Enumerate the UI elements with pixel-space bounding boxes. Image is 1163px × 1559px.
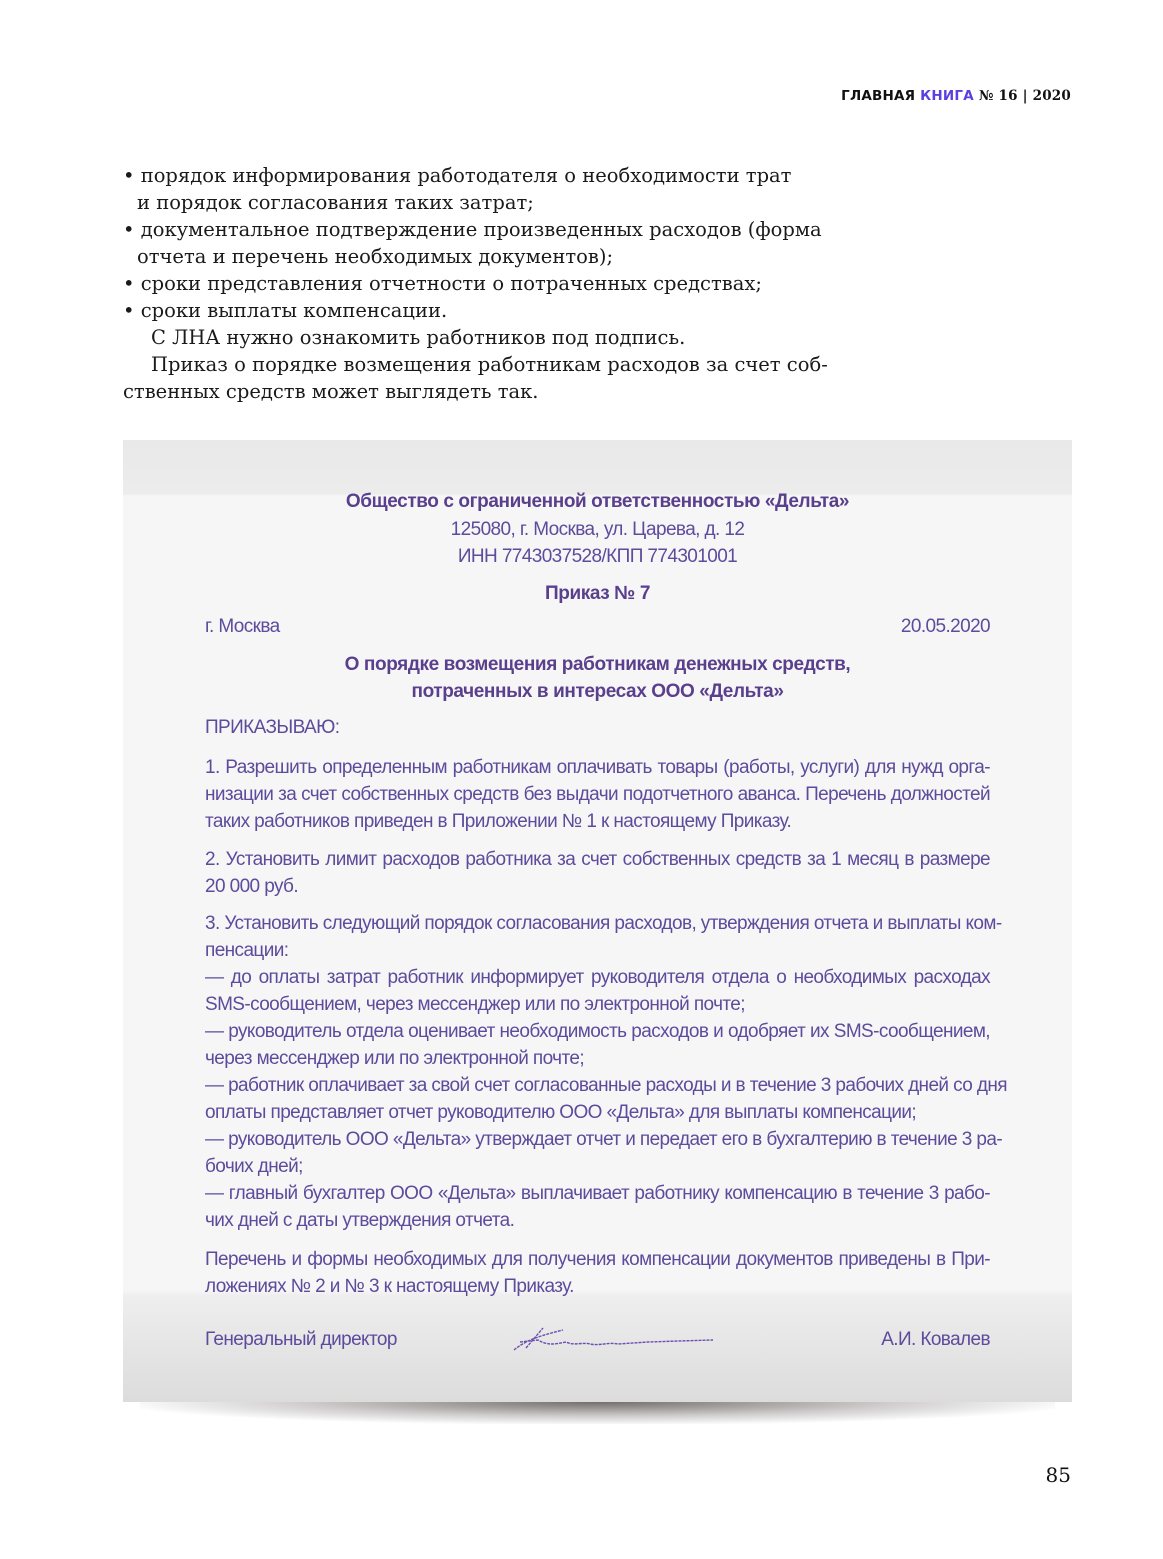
text-line: — руководитель отдела оценивает необходимость расходов и одобряет их SMS-сообщением, — [205, 1021, 990, 1042]
text-line: 3. Установить следующий порядок согласования расходов, утверждения отчета и выплаты ком- — [205, 913, 1002, 934]
page-number: 85 — [1045, 1463, 1071, 1487]
text-line: 2. Установить лимит расходов работника за счет собственных средств за 1 месяц в размере — [205, 849, 990, 870]
company-inn: ИНН 7743037528/КПП 774301001 — [457, 546, 738, 567]
paragraph: ственных средств может выглядеть так. — [123, 380, 539, 403]
order-subject-line: О порядке возмещения работникам денежных средств, — [344, 654, 851, 675]
clause-3 — [205, 910, 1007, 1234]
order-word: ПРИКАЗЫВАЮ: — [205, 717, 340, 738]
intro-text — [123, 162, 828, 405]
bullet-line: и порядок согласования таких затрат; — [137, 191, 534, 214]
text-line: низации за счет собственных средств без выдачи подотчетного аванса. Перечень должностей — [205, 784, 990, 805]
bullet-line: • документальное подтверждение произведенных расходов (форма — [123, 218, 822, 241]
bullet-line: • сроки выплаты компенсации. — [123, 299, 448, 322]
text-line: — работник оплачивает за свой счет согласованные расходы и в течение 3 рабочих дней со дня — [205, 1075, 1007, 1096]
text-line: чих дней с даты утверждения отчета. — [205, 1210, 515, 1231]
bullet-line: • порядок информирования работодателя о необходимости трат — [123, 164, 792, 187]
signer-name: А.И. Ковалев — [881, 1329, 990, 1350]
text-line: — до оплаты затрат работник информирует руководителя отдела о необходимых расходах — [205, 967, 990, 988]
company-name: Общество с ограниченной ответственностью «Дельта» — [345, 491, 850, 512]
magazine-header — [841, 88, 1071, 104]
clause-2 — [205, 846, 990, 900]
paragraph: С ЛНА нужно ознакомить работников под подпись. — [151, 326, 686, 349]
text-line: Перечень и формы необходимых для получения компенсации документов приведены в При- — [205, 1249, 990, 1270]
closing-paragraph — [205, 1246, 990, 1300]
text-line: ложениях № 2 и № 3 к настоящему Приказу. — [205, 1276, 574, 1297]
order-document — [123, 440, 1072, 1402]
order-subject-line: потраченных в интересах ООО «Дельта» — [411, 681, 784, 702]
order-date: 20.05.2020 — [900, 616, 990, 637]
brand-part2: КНИГА — [920, 88, 974, 104]
order-title: Приказ № 7 — [545, 583, 650, 604]
paragraph: Приказ о порядке возмещения работникам расходов за счет соб- — [151, 353, 828, 376]
document-shadow — [140, 1402, 1055, 1424]
text-line: SMS-сообщением, через мессенджер или по электронной почте; — [205, 994, 745, 1015]
text-line: оплаты представляет отчет руководителю ООО «Дельта» для выплаты компенсации; — [205, 1102, 917, 1123]
order-city: г. Москва — [205, 616, 280, 637]
text-line: пенсации: — [205, 940, 289, 961]
text-line: 20 000 руб. — [205, 876, 299, 897]
bullet-line: • сроки представления отчетности о потраченных средствах; — [123, 272, 762, 295]
text-line: бочих дней; — [205, 1156, 303, 1177]
text-line: через мессенджер или по электронной почте; — [205, 1048, 585, 1069]
signature-image — [508, 1320, 718, 1360]
issue-number: № 16 | 2020 — [978, 88, 1071, 104]
text-line: — главный бухгалтер ООО «Дельта» выплачивает работнику компенсацию в течение 3 рабо- — [205, 1183, 990, 1204]
bullet-line: отчета и перечень необходимых документов); — [137, 245, 614, 268]
signer-title: Генеральный директор — [205, 1329, 397, 1350]
text-line: таких работников приведен в Приложении № 1 к настоящему Приказу. — [205, 811, 792, 832]
text-line: — руководитель ООО «Дельта» утверждает отчет и передает его в бухгалтерию в течение 3 ра- — [205, 1129, 1003, 1150]
text-line: 1. Разрешить определенным работникам оплачивать товары (работы, услуги) для нужд орга- — [205, 757, 990, 778]
company-address: 125080, г. Москва, ул. Царева, д. 12 — [450, 519, 745, 540]
clause-1 — [205, 754, 990, 835]
brand-part1: ГЛАВНАЯ — [841, 88, 916, 104]
